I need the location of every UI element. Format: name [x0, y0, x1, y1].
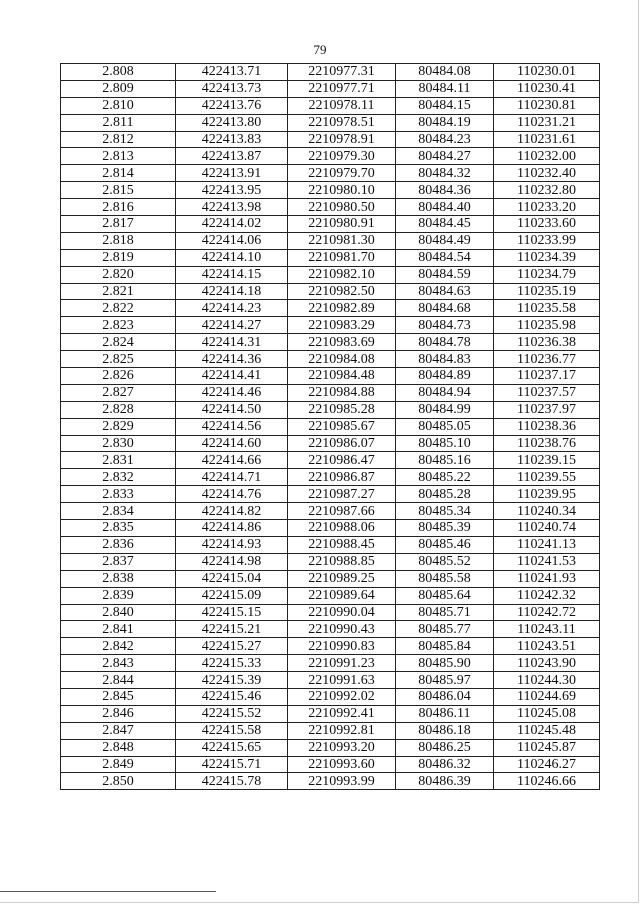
y2-coord-cell: 110237.17	[494, 368, 600, 385]
y-coord-cell: 2210982.50	[288, 283, 396, 300]
point-id-cell: 2.846	[61, 705, 176, 722]
x-coord-cell: 422413.87	[176, 148, 288, 165]
y2-coord-cell: 110240.34	[494, 503, 600, 520]
table-row	[61, 503, 600, 520]
x2-coord-cell: 80485.84	[396, 638, 494, 655]
point-id-cell: 2.833	[61, 486, 176, 503]
point-id-cell: 2.824	[61, 334, 176, 351]
x2-coord-cell: 80484.11	[396, 80, 494, 97]
x-coord-cell: 422414.06	[176, 232, 288, 249]
y-coord-cell: 2210983.29	[288, 317, 396, 334]
point-id-cell: 2.839	[61, 587, 176, 604]
x2-coord-cell: 80484.99	[396, 401, 494, 418]
point-id-cell: 2.821	[61, 283, 176, 300]
point-id-cell: 2.848	[61, 739, 176, 756]
table-row	[61, 283, 600, 300]
y2-coord-cell: 110230.01	[494, 64, 600, 81]
table-row	[61, 418, 600, 435]
x2-coord-cell: 80485.64	[396, 587, 494, 604]
y-coord-cell: 2210984.88	[288, 384, 396, 401]
y-coord-cell: 2210986.87	[288, 469, 396, 486]
point-id-cell: 2.829	[61, 418, 176, 435]
x-coord-cell: 422413.80	[176, 114, 288, 131]
x2-coord-cell: 80484.19	[396, 114, 494, 131]
y2-coord-cell: 110232.00	[494, 148, 600, 165]
y2-coord-cell: 110238.76	[494, 435, 600, 452]
x2-coord-cell: 80485.10	[396, 435, 494, 452]
x-coord-cell: 422414.36	[176, 351, 288, 368]
y-coord-cell: 2210980.10	[288, 182, 396, 199]
x-coord-cell: 422414.18	[176, 283, 288, 300]
table-row	[61, 64, 600, 81]
table-row	[61, 688, 600, 705]
point-id-cell: 2.827	[61, 384, 176, 401]
x-coord-cell: 422414.98	[176, 553, 288, 570]
table-row	[61, 638, 600, 655]
point-id-cell: 2.836	[61, 536, 176, 553]
x-coord-cell: 422413.76	[176, 97, 288, 114]
x-coord-cell: 422413.83	[176, 131, 288, 148]
y2-coord-cell: 110233.99	[494, 232, 600, 249]
x-coord-cell: 422415.65	[176, 739, 288, 756]
x-coord-cell: 422415.09	[176, 587, 288, 604]
x-coord-cell: 422414.86	[176, 520, 288, 537]
point-id-cell: 2.831	[61, 452, 176, 469]
y2-coord-cell: 110233.60	[494, 216, 600, 233]
y2-coord-cell: 110243.90	[494, 655, 600, 672]
y2-coord-cell: 110235.58	[494, 300, 600, 317]
table-row	[61, 587, 600, 604]
y-coord-cell: 2210985.67	[288, 418, 396, 435]
table-row	[61, 401, 600, 418]
point-id-cell: 2.844	[61, 672, 176, 689]
y2-coord-cell: 110236.38	[494, 334, 600, 351]
y2-coord-cell: 110234.39	[494, 249, 600, 266]
x-coord-cell: 422414.23	[176, 300, 288, 317]
y-coord-cell: 2210990.83	[288, 638, 396, 655]
point-id-cell: 2.823	[61, 317, 176, 334]
y-coord-cell: 2210985.28	[288, 401, 396, 418]
table-row	[61, 621, 600, 638]
x2-coord-cell: 80484.32	[396, 165, 494, 182]
y-coord-cell: 2210978.11	[288, 97, 396, 114]
table-row	[61, 452, 600, 469]
point-id-cell: 2.828	[61, 401, 176, 418]
point-id-cell: 2.808	[61, 64, 176, 81]
y-coord-cell: 2210978.51	[288, 114, 396, 131]
y-coord-cell: 2210979.70	[288, 165, 396, 182]
y2-coord-cell: 110245.08	[494, 705, 600, 722]
y-coord-cell: 2210993.60	[288, 756, 396, 773]
y-coord-cell: 2210987.27	[288, 486, 396, 503]
y-coord-cell: 2210990.04	[288, 604, 396, 621]
x2-coord-cell: 80486.11	[396, 705, 494, 722]
x2-coord-cell: 80484.36	[396, 182, 494, 199]
table-row	[61, 672, 600, 689]
y-coord-cell: 2210978.91	[288, 131, 396, 148]
y-coord-cell: 2210990.43	[288, 621, 396, 638]
x-coord-cell: 422414.82	[176, 503, 288, 520]
point-id-cell: 2.832	[61, 469, 176, 486]
y2-coord-cell: 110235.19	[494, 283, 600, 300]
table-row	[61, 97, 600, 114]
table-row	[61, 384, 600, 401]
y-coord-cell: 2210992.41	[288, 705, 396, 722]
y2-coord-cell: 110246.66	[494, 773, 600, 790]
x-coord-cell: 422415.33	[176, 655, 288, 672]
x2-coord-cell: 80486.39	[396, 773, 494, 790]
x2-coord-cell: 80484.45	[396, 216, 494, 233]
x2-coord-cell: 80484.49	[396, 232, 494, 249]
x-coord-cell: 422415.71	[176, 756, 288, 773]
table-row	[61, 604, 600, 621]
x-coord-cell: 422413.73	[176, 80, 288, 97]
x2-coord-cell: 80485.58	[396, 570, 494, 587]
y-coord-cell: 2210992.02	[288, 688, 396, 705]
x-coord-cell: 422415.39	[176, 672, 288, 689]
x2-coord-cell: 80484.15	[396, 97, 494, 114]
point-id-cell: 2.812	[61, 131, 176, 148]
y2-coord-cell: 110233.20	[494, 199, 600, 216]
y2-coord-cell: 110243.51	[494, 638, 600, 655]
table-row	[61, 570, 600, 587]
y-coord-cell: 2210988.06	[288, 520, 396, 537]
y2-coord-cell: 110243.11	[494, 621, 600, 638]
table-row	[61, 199, 600, 216]
point-id-cell: 2.826	[61, 368, 176, 385]
point-id-cell: 2.811	[61, 114, 176, 131]
point-id-cell: 2.809	[61, 80, 176, 97]
table-row	[61, 368, 600, 385]
point-id-cell: 2.834	[61, 503, 176, 520]
x2-coord-cell: 80484.68	[396, 300, 494, 317]
x2-coord-cell: 80485.77	[396, 621, 494, 638]
x-coord-cell: 422415.58	[176, 722, 288, 739]
point-id-cell: 2.847	[61, 722, 176, 739]
y-coord-cell: 2210984.08	[288, 351, 396, 368]
y2-coord-cell: 110231.61	[494, 131, 600, 148]
point-id-cell: 2.813	[61, 148, 176, 165]
y2-coord-cell: 110238.36	[494, 418, 600, 435]
x-coord-cell: 422415.52	[176, 705, 288, 722]
point-id-cell: 2.819	[61, 249, 176, 266]
x-coord-cell: 422414.76	[176, 486, 288, 503]
point-id-cell: 2.835	[61, 520, 176, 537]
y-coord-cell: 2210988.45	[288, 536, 396, 553]
x-coord-cell: 422414.56	[176, 418, 288, 435]
y2-coord-cell: 110244.69	[494, 688, 600, 705]
y2-coord-cell: 110231.21	[494, 114, 600, 131]
y-coord-cell: 2210977.31	[288, 64, 396, 81]
y2-coord-cell: 110242.72	[494, 604, 600, 621]
y-coord-cell: 2210981.70	[288, 249, 396, 266]
y2-coord-cell: 110232.80	[494, 182, 600, 199]
x2-coord-cell: 80484.59	[396, 266, 494, 283]
y-coord-cell: 2210987.66	[288, 503, 396, 520]
x-coord-cell: 422414.71	[176, 469, 288, 486]
x-coord-cell: 422415.04	[176, 570, 288, 587]
table-row	[61, 756, 600, 773]
table-row	[61, 520, 600, 537]
y-coord-cell: 2210977.71	[288, 80, 396, 97]
coordinates-table	[60, 63, 600, 790]
table-row	[61, 334, 600, 351]
x2-coord-cell: 80485.52	[396, 553, 494, 570]
x2-coord-cell: 80485.71	[396, 604, 494, 621]
table-row	[61, 114, 600, 131]
table-row	[61, 536, 600, 553]
x2-coord-cell: 80485.34	[396, 503, 494, 520]
x-coord-cell: 422414.15	[176, 266, 288, 283]
x-coord-cell: 422413.98	[176, 199, 288, 216]
y-coord-cell: 2210986.07	[288, 435, 396, 452]
x2-coord-cell: 80485.16	[396, 452, 494, 469]
y-coord-cell: 2210992.81	[288, 722, 396, 739]
y-coord-cell: 2210982.89	[288, 300, 396, 317]
point-id-cell: 2.845	[61, 688, 176, 705]
x-coord-cell: 422414.27	[176, 317, 288, 334]
x-coord-cell: 422415.21	[176, 621, 288, 638]
y-coord-cell: 2210993.99	[288, 773, 396, 790]
table-row	[61, 131, 600, 148]
y-coord-cell: 2210989.64	[288, 587, 396, 604]
point-id-cell: 2.818	[61, 232, 176, 249]
point-id-cell: 2.840	[61, 604, 176, 621]
x2-coord-cell: 80484.27	[396, 148, 494, 165]
x2-coord-cell: 80486.18	[396, 722, 494, 739]
table-row	[61, 266, 600, 283]
y2-coord-cell: 110239.55	[494, 469, 600, 486]
x2-coord-cell: 80485.39	[396, 520, 494, 537]
x2-coord-cell: 80484.89	[396, 368, 494, 385]
table-row	[61, 722, 600, 739]
x-coord-cell: 422414.10	[176, 249, 288, 266]
x-coord-cell: 422414.41	[176, 368, 288, 385]
y2-coord-cell: 110245.87	[494, 739, 600, 756]
point-id-cell: 2.820	[61, 266, 176, 283]
table-row	[61, 351, 600, 368]
y-coord-cell: 2210991.63	[288, 672, 396, 689]
x2-coord-cell: 80484.54	[396, 249, 494, 266]
table-row	[61, 216, 600, 233]
y-coord-cell: 2210986.47	[288, 452, 396, 469]
y2-coord-cell: 110239.15	[494, 452, 600, 469]
table-row	[61, 165, 600, 182]
y-coord-cell: 2210981.30	[288, 232, 396, 249]
y-coord-cell: 2210979.30	[288, 148, 396, 165]
x2-coord-cell: 80484.40	[396, 199, 494, 216]
table-row	[61, 249, 600, 266]
x-coord-cell: 422413.95	[176, 182, 288, 199]
point-id-cell: 2.810	[61, 97, 176, 114]
y-coord-cell: 2210982.10	[288, 266, 396, 283]
x-coord-cell: 422414.50	[176, 401, 288, 418]
x-coord-cell: 422415.27	[176, 638, 288, 655]
y-coord-cell: 2210991.23	[288, 655, 396, 672]
y2-coord-cell: 110235.98	[494, 317, 600, 334]
x2-coord-cell: 80486.32	[396, 756, 494, 773]
point-id-cell: 2.838	[61, 570, 176, 587]
y2-coord-cell: 110239.95	[494, 486, 600, 503]
x2-coord-cell: 80486.04	[396, 688, 494, 705]
table-row	[61, 148, 600, 165]
y2-coord-cell: 110230.41	[494, 80, 600, 97]
table-row	[61, 435, 600, 452]
y2-coord-cell: 110234.79	[494, 266, 600, 283]
y2-coord-cell: 110230.81	[494, 97, 600, 114]
x2-coord-cell: 80484.73	[396, 317, 494, 334]
y2-coord-cell: 110246.27	[494, 756, 600, 773]
coordinates-table-body	[61, 64, 600, 790]
page-number: 79	[313, 42, 327, 57]
x-coord-cell: 422414.02	[176, 216, 288, 233]
table-row	[61, 182, 600, 199]
point-id-cell: 2.841	[61, 621, 176, 638]
x2-coord-cell: 80484.08	[396, 64, 494, 81]
y-coord-cell: 2210980.50	[288, 199, 396, 216]
x-coord-cell: 422415.15	[176, 604, 288, 621]
y2-coord-cell: 110232.40	[494, 165, 600, 182]
x2-coord-cell: 80484.23	[396, 131, 494, 148]
x2-coord-cell: 80485.97	[396, 672, 494, 689]
point-id-cell: 2.850	[61, 773, 176, 790]
table-row	[61, 655, 600, 672]
y2-coord-cell: 110237.57	[494, 384, 600, 401]
x2-coord-cell: 80484.83	[396, 351, 494, 368]
y-coord-cell: 2210989.25	[288, 570, 396, 587]
x-coord-cell: 422414.46	[176, 384, 288, 401]
table-row	[61, 300, 600, 317]
point-id-cell: 2.837	[61, 553, 176, 570]
x2-coord-cell: 80484.94	[396, 384, 494, 401]
y-coord-cell: 2210984.48	[288, 368, 396, 385]
x-coord-cell: 422414.93	[176, 536, 288, 553]
table-row	[61, 739, 600, 756]
x2-coord-cell: 80485.05	[396, 418, 494, 435]
y2-coord-cell: 110242.32	[494, 587, 600, 604]
point-id-cell: 2.817	[61, 216, 176, 233]
y2-coord-cell: 110245.48	[494, 722, 600, 739]
x-coord-cell: 422414.66	[176, 452, 288, 469]
x2-coord-cell: 80485.22	[396, 469, 494, 486]
y2-coord-cell: 110236.77	[494, 351, 600, 368]
footer-divider	[0, 891, 216, 892]
table-row	[61, 232, 600, 249]
table-row	[61, 553, 600, 570]
y2-coord-cell: 110241.93	[494, 570, 600, 587]
point-id-cell: 2.816	[61, 199, 176, 216]
table-row	[61, 317, 600, 334]
x2-coord-cell: 80484.78	[396, 334, 494, 351]
point-id-cell: 2.843	[61, 655, 176, 672]
y2-coord-cell: 110240.74	[494, 520, 600, 537]
x2-coord-cell: 80485.90	[396, 655, 494, 672]
point-id-cell: 2.814	[61, 165, 176, 182]
table-row	[61, 773, 600, 790]
y-coord-cell: 2210988.85	[288, 553, 396, 570]
y-coord-cell: 2210983.69	[288, 334, 396, 351]
table-row	[61, 80, 600, 97]
x-coord-cell: 422413.71	[176, 64, 288, 81]
x-coord-cell: 422413.91	[176, 165, 288, 182]
point-id-cell: 2.822	[61, 300, 176, 317]
x-coord-cell: 422414.60	[176, 435, 288, 452]
y-coord-cell: 2210980.91	[288, 216, 396, 233]
point-id-cell: 2.825	[61, 351, 176, 368]
y2-coord-cell: 110241.13	[494, 536, 600, 553]
x-coord-cell: 422415.78	[176, 773, 288, 790]
point-id-cell: 2.842	[61, 638, 176, 655]
x2-coord-cell: 80486.25	[396, 739, 494, 756]
x-coord-cell: 422414.31	[176, 334, 288, 351]
y-coord-cell: 2210993.20	[288, 739, 396, 756]
y2-coord-cell: 110241.53	[494, 553, 600, 570]
table-row	[61, 486, 600, 503]
point-id-cell: 2.849	[61, 756, 176, 773]
point-id-cell: 2.815	[61, 182, 176, 199]
y2-coord-cell: 110244.30	[494, 672, 600, 689]
table-row	[61, 705, 600, 722]
x2-coord-cell: 80485.46	[396, 536, 494, 553]
table-row	[61, 469, 600, 486]
y2-coord-cell: 110237.97	[494, 401, 600, 418]
x2-coord-cell: 80484.63	[396, 283, 494, 300]
x2-coord-cell: 80485.28	[396, 486, 494, 503]
point-id-cell: 2.830	[61, 435, 176, 452]
x-coord-cell: 422415.46	[176, 688, 288, 705]
